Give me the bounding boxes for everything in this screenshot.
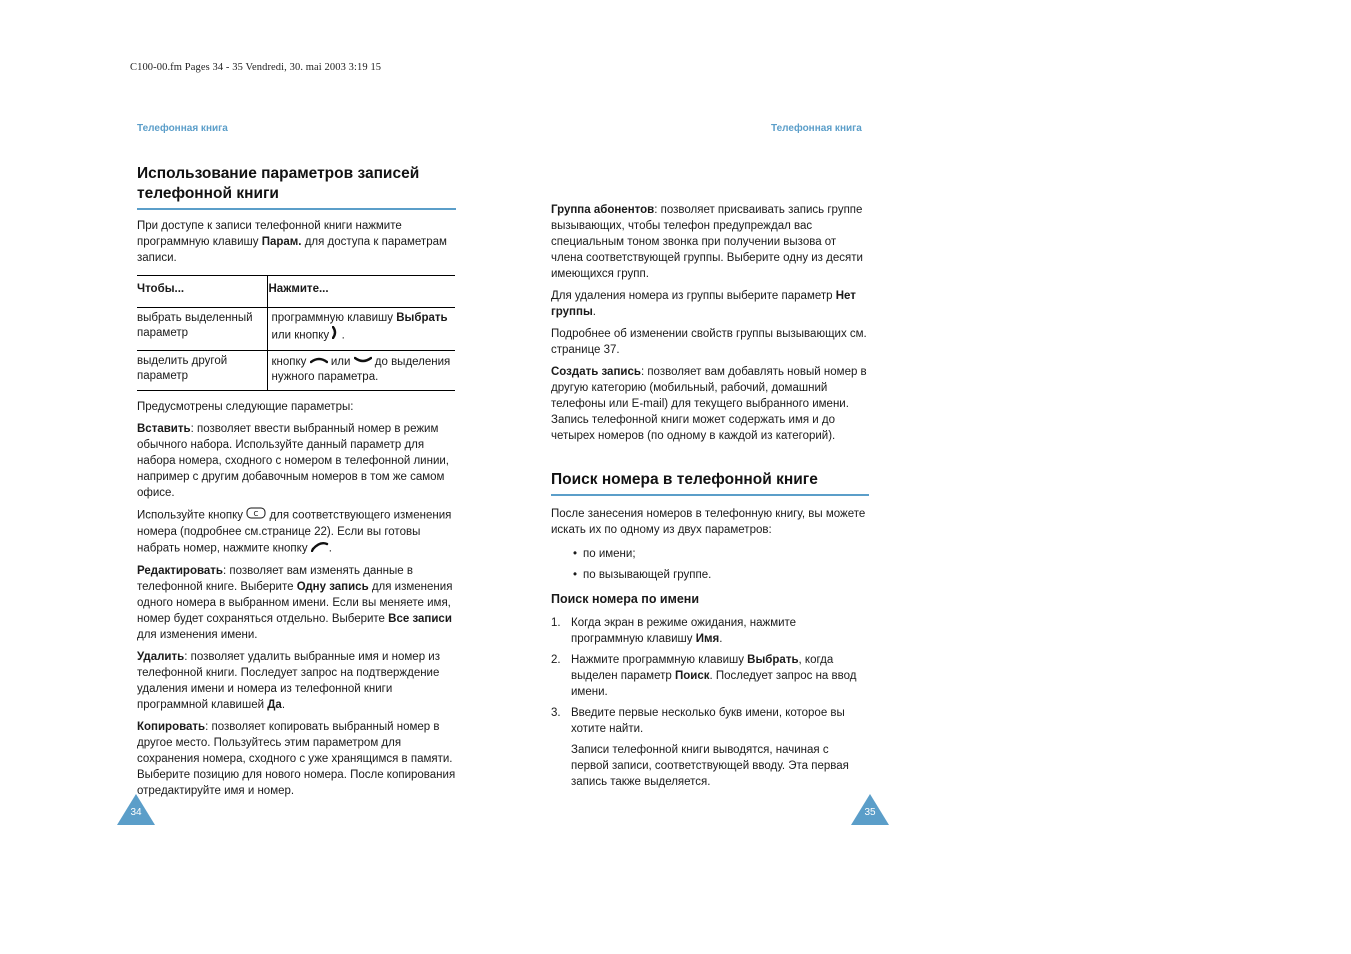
up-nav-key-icon (310, 354, 328, 370)
param-delete (137, 649, 456, 713)
softkey-label: Имя (695, 633, 720, 645)
right-page-column (551, 202, 869, 794)
svg-text:C: C (253, 510, 259, 519)
down-nav-key-icon (354, 354, 372, 370)
param-desc: для изменения одного номера в выбранном имени. Если вы меняете имя, номер будет сохраняться отдельно. Выберите (137, 581, 453, 626)
option-name: Все записи (388, 613, 452, 626)
send-key-icon (311, 540, 329, 557)
list-item (551, 567, 869, 583)
step-item (551, 705, 869, 737)
cell-text: программную клавишу (271, 311, 397, 324)
param-desc: . (281, 699, 286, 712)
search-intro: После занесения номеров в телефонную книгу, вы можете искать их по одному из двух параметров: (551, 508, 866, 536)
file-info-header: C100-00.fm Pages 34 - 35 Vendredi, 30. mai 2003 3:19 15 (130, 62, 382, 73)
step-text: Введите первые несколько букв имени, которое вы хотите найти. (571, 707, 845, 735)
params-intro: Предусмотрены следующие параметры: (137, 401, 354, 414)
note-text: Используйте кнопку (137, 509, 247, 522)
param-name: Редактировать (137, 565, 223, 578)
step-number: 3. (551, 707, 561, 719)
param-desc: для изменения имени. (137, 629, 258, 642)
list-item-text: по имени; (583, 548, 636, 560)
param-name: Создать запись (551, 366, 641, 378)
param-desc: : позволяет ввести выбранный номер в режим обычного набора. Используйте данный параметр для набора номера, сходного с номером в телефонной линии, например с другим добавочным номеров в том же самом офисе. (137, 423, 449, 500)
param-group (551, 202, 869, 282)
key-table-header-row (137, 276, 455, 308)
search-options-list (551, 546, 869, 583)
step-text: . (719, 633, 723, 645)
intro-paragraph (137, 218, 456, 266)
cell-text: . (338, 329, 345, 342)
table-row (137, 350, 455, 391)
left-page-column (137, 164, 456, 805)
step-number: 2. (551, 654, 561, 666)
step-text: . Последует запрос на ввод имени. (571, 670, 857, 698)
option-name: Нет группы (551, 290, 856, 318)
param-desc: : позволяет вам изменять данные в телефонной книге. Выберите (137, 565, 413, 594)
group-more-note: Подробнее об изменении свойств группы вызывающих см. странице 37. (551, 328, 867, 356)
table-row (137, 307, 455, 350)
param-name: Копировать (137, 721, 206, 734)
subheading-search-by-name: Поиск номера по имени (551, 592, 700, 606)
cell-text: до выделения нужного параметра. (271, 355, 451, 383)
table-cell-press (267, 350, 455, 391)
intro-softkey-label: Парам. (261, 236, 302, 248)
note-text: . (592, 306, 596, 318)
page-number-marker-right (850, 793, 890, 825)
param-insert-note (137, 507, 456, 557)
section-title-search: Поиск номера в телефонной книге (551, 470, 869, 496)
step-item (551, 652, 869, 700)
page-number-left: 34 (130, 807, 142, 818)
bullet-icon: • (573, 569, 578, 581)
list-item (551, 546, 869, 562)
note-text: . (328, 542, 332, 555)
intro-text: При доступе к записи телефонной книги нажмите программную клавишу (137, 220, 402, 248)
param-desc: : позволяет вам добавлять новый номер в другую категорию (мобильный, рабочий, домашний телефоны или E-mail) для текущего выбранного имени. Запись телефонной книги может содержать имя и до четырех номеров (по одному в каждой из категорий). (551, 366, 867, 442)
softkey-label: Да (267, 699, 282, 712)
step-text: Нажмите программную клавишу (571, 654, 748, 666)
param-insert (137, 421, 456, 501)
softkey-label: Выбрать (747, 654, 799, 666)
option-name: Одну запись (296, 581, 369, 594)
running-head-left: Телефонная книга (137, 123, 228, 134)
step-number: 1. (551, 617, 561, 629)
group-remove-note (551, 288, 869, 320)
key-table (137, 275, 455, 391)
section-title-entry-options: Использование параметров записей телефонной книги (137, 164, 456, 210)
table-cell-press (267, 307, 455, 350)
param-copy (137, 719, 456, 799)
param-name: Вставить (137, 423, 191, 436)
steps-list (551, 615, 869, 737)
cell-softkey-label: Выбрать (396, 311, 448, 324)
cell-text: или (327, 355, 354, 368)
param-name: Группа абонентов (551, 204, 655, 216)
cell-text: или кнопку (271, 329, 333, 342)
param-name: Удалить (137, 651, 185, 664)
key-table-header-press: Нажмите... (267, 276, 455, 308)
param-desc: : позволяет копировать выбранный номер в другое место. Пользуйтесь этим параметром для сохранения номера, сходного с уже хранящимся в памяти. Выберите позицию для нового номера. После копирования отредактируйте имя и номер. (137, 721, 456, 798)
page-number-right: 35 (864, 807, 876, 818)
bullet-icon: • (573, 548, 578, 560)
step-note: Записи телефонной книги выводятся, начиная с первой записи, соответствующей вводу. Эта первая запись также выделяется. (571, 744, 849, 788)
running-head-right: Телефонная книга (771, 123, 862, 134)
table-cell-goal: выделить другой параметр (137, 350, 267, 391)
note-text: для соответствующего изменения номера (подробнее см.странице 22). Если вы готовы набрать номер, нажмите кнопку (137, 509, 452, 555)
step-text: Когда экран в режиме ожидания, нажмите программную клавишу (571, 617, 797, 645)
param-desc: : позволяет присваивать запись группе вызывающих, чтобы телефон предупреждал вас специальным тоном звонка при получении вызова от члена соответствующей группы. Выберите одну из десяти имеющихся групп. (551, 204, 863, 280)
cell-text: кнопку (271, 355, 310, 368)
C-key-icon (246, 507, 266, 524)
key-table-header-goal: Чтобы... (137, 276, 267, 308)
page-number-marker-left (116, 793, 156, 825)
note-text: Для удаления номера из группы выберите параметр (551, 290, 836, 302)
list-item-text: по вызывающей группе. (583, 569, 712, 581)
param-edit (137, 563, 456, 643)
param-desc: : позволяет удалить выбранные имя и номер из телефонной книги. Последует запрос на подтверждение удаления имени и номера из телефонной книги программной клавишей (137, 651, 440, 712)
option-name: Поиск (674, 670, 710, 682)
intro-text-end: для доступа к параметрам записи. (137, 236, 447, 264)
table-cell-goal: выбрать выделенный параметр (137, 307, 267, 350)
step-item (551, 615, 869, 647)
step-text: , когда выделен параметр (571, 654, 834, 682)
param-create (551, 364, 869, 444)
